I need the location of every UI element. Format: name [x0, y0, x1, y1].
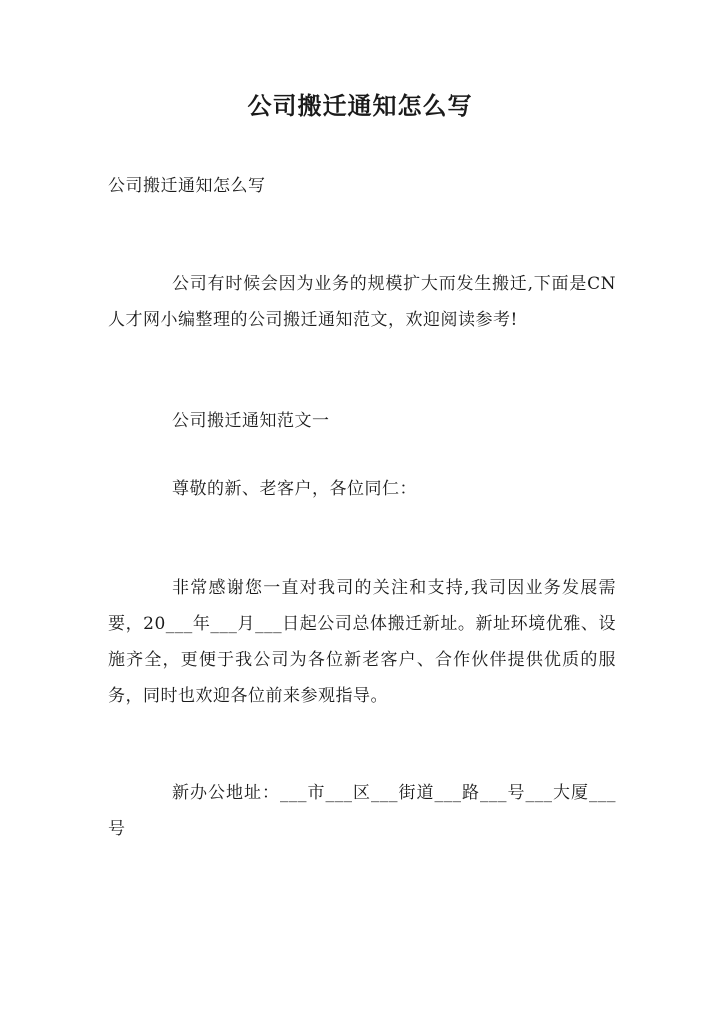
sample-heading: 公司搬迁通知范文一 — [172, 411, 330, 431]
greeting-line: 尊敬的新、老客户，各位同仁： — [172, 479, 417, 499]
body-paragraph: 非常感谢您一直对我司的关注和支持,我司因业务发展需要，20___年___月___日起公司总体搬迁新址。新址环境优雅、设施齐全，更便于我公司为各位新老客户、合作伙伴提供优质的服务，同时也欢迎各位前来参观指导。 — [108, 578, 616, 706]
address-paragraph: 新办公地址：___市___区___街道___路___号___大厦___号 — [108, 783, 616, 839]
document-subtitle: 公司搬迁通知怎么写 — [108, 176, 266, 196]
intro-paragraph: 公司有时候会因为业务的规模扩大而发生搬迁,下面是CN人才网小编整理的公司搬迁通知范文，欢迎阅读参考! — [108, 274, 616, 330]
document-title: 公司搬迁通知怎么写 — [247, 91, 473, 120]
